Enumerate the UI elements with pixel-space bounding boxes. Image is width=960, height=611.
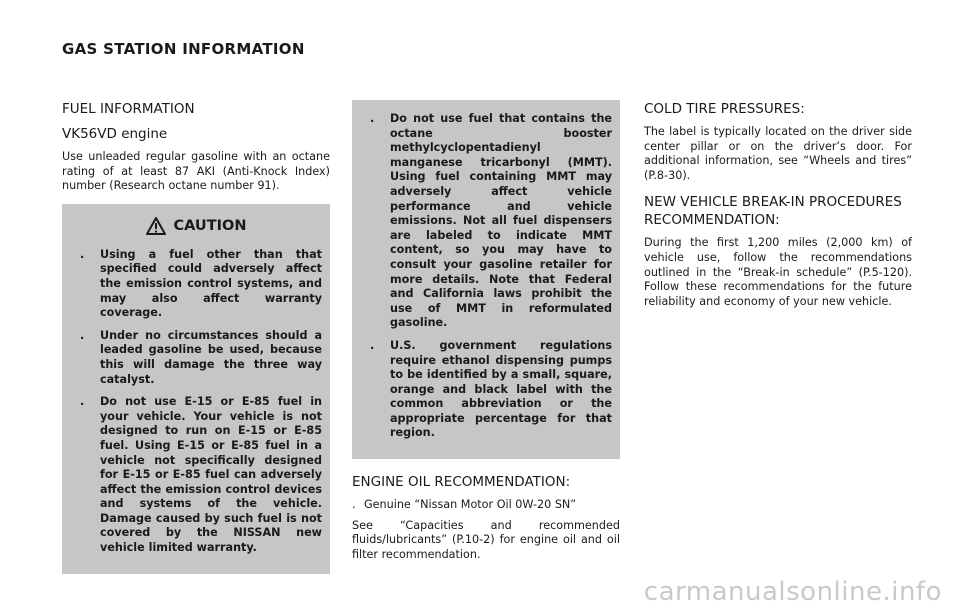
caution-item — [70, 395, 322, 556]
caution-header — [70, 204, 322, 248]
warning-triangle-icon — [146, 217, 166, 235]
caution-item — [360, 339, 612, 441]
caution-item — [360, 112, 612, 331]
caution-item-text: Under no circumstances should a leaded gasoline be used, because this will damage the three way catalyst. — [100, 328, 322, 386]
caution-label: CAUTION — [173, 217, 247, 234]
engine-oil-item-text: Genuine “Nissan Motor Oil 0W-20 SN” — [364, 498, 577, 512]
bullet-dot: . — [370, 112, 375, 125]
caution-item-text: Do not use E-15 or E-85 fuel in your vehicle. Your vehicle is not designed to run on E-15 or E-85 fuel. Using E-15 or E-85 fuel in a vehicle not specifically designed for E-15 or E-85 fuel can adversely affect the emission control devices and systems of the vehicle. Damage caused by such fuel is not covered by the NISSAN new vehicle limited warranty. — [100, 395, 322, 555]
caution-list-continued — [360, 112, 612, 441]
column-caution-continued — [352, 100, 620, 572]
bullet-dot: . — [370, 338, 375, 352]
break-in-heading: NEW VEHICLE BREAK-IN PROCEDURES RECOMMENDATION: — [644, 194, 902, 229]
break-in-text: During the first 1,200 miles (2,000 km) of vehicle use, follow the recommendations outlined in the “Break-in schedule” (P.5-120). Follow these recommendations for the future reliability and economy of your new vehicle. — [644, 236, 912, 308]
engine-heading: VK56VD engine — [62, 126, 168, 142]
bullet-dot: . — [80, 328, 85, 342]
bullet-dot: . — [80, 247, 85, 261]
fuel-information-heading: FUEL INFORMATION — [62, 101, 195, 117]
engine-oil-text: See “Capacities and recommended fluids/lubricants” (P.10-2) for engine oil and oil filter recommendation. — [352, 518, 620, 561]
caution-item-text: Using a fuel other than that specified could adversely affect the emission control systems, and may also affect warranty coverage. — [100, 247, 322, 320]
caution-item-text: U.S. government regulations require ethanol dispensing pumps to be identified by a small, square, orange and black label with the common abbreviation or the appropriate percentage for that region. — [390, 338, 612, 440]
tire-pressure-heading: COLD TIRE PRESSURES: — [644, 101, 805, 117]
caution-list — [70, 248, 322, 556]
fuel-intro-text: Use unleaded regular gasoline with an octane rating of at least 87 AKI (Anti-Knock Index) number (Research octane number 91). — [62, 150, 330, 193]
caution-box-continued — [352, 100, 620, 459]
page-title: GAS STATION INFORMATION — [62, 40, 305, 58]
column-tires-breakin — [644, 100, 912, 319]
bullet-dot: . — [80, 395, 85, 409]
caution-item — [70, 248, 322, 321]
bullet-dot: . — [352, 498, 356, 512]
watermark: carmanualsonline.info — [643, 577, 942, 607]
engine-oil-list — [352, 498, 620, 513]
caution-item-text: Do not use fuel that contains the octane booster methylcyclopentadienyl manganese tricarbonyl (MMT). Using fuel containing MMT may adversely affect vehicle performance and vehicle emissions. Not all fuel dispensers are labeled to indicate MMT content, so you may have to consult your gasoline retailer for more details. Note that Federal and California laws prohibit the use of MMT in reformulated gasoline. — [390, 112, 612, 330]
engine-oil-item — [352, 498, 620, 513]
caution-box — [62, 204, 330, 574]
engine-oil-heading: ENGINE OIL RECOMMENDATION: — [352, 474, 571, 491]
caution-item — [70, 329, 322, 387]
tire-pressure-text: The label is typically located on the driver side center pillar or on the driver’s door. For additional information, see “Wheels and tires” (P.8-30). — [644, 125, 912, 182]
column-fuel-information — [62, 100, 330, 574]
